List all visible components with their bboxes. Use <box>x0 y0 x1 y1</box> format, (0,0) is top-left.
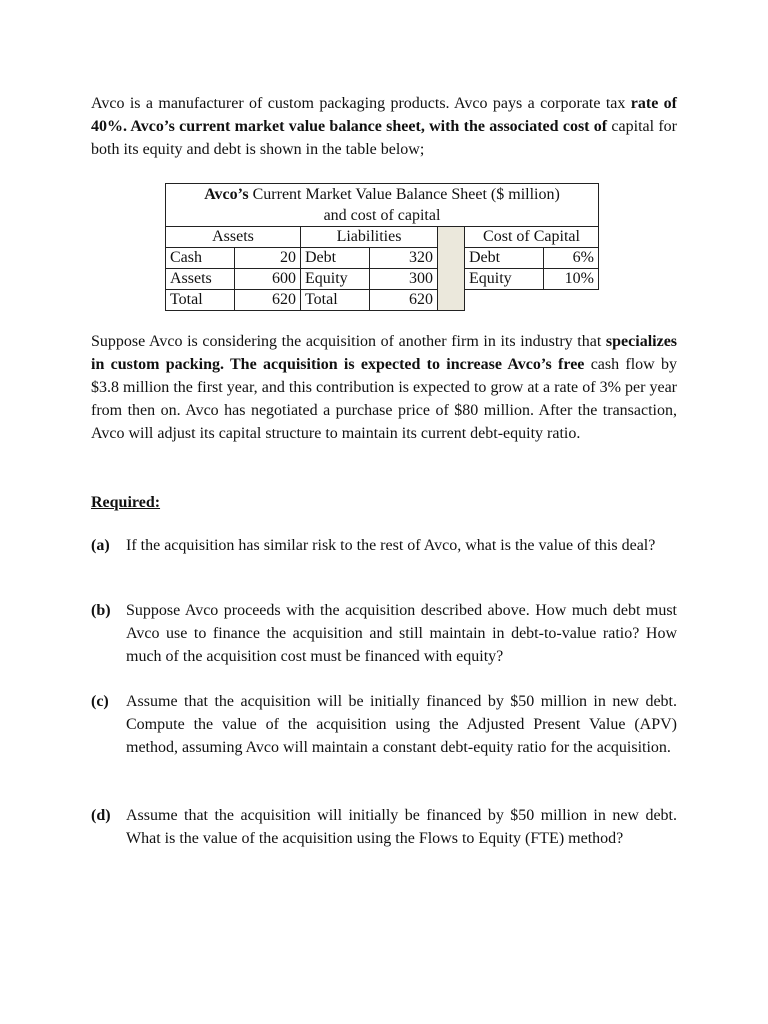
question-text: Assume that the acquisition will be initially financed by $50 million in new debt. Compute the value of the acquisition using the Adjusted Present Value (APV) method, assuming Avco will maintain a constant debt-equity ratio for the acquisition. <box>126 693 677 756</box>
table-row <box>166 290 599 311</box>
scenario-text-1: Suppose Avco is considering the acquisition of another firm in its industry that <box>91 333 602 350</box>
asset-label: Cash <box>166 248 235 269</box>
cost-label: Debt <box>465 248 544 269</box>
asset-value: 20 <box>234 248 300 269</box>
header-liabilities: Liabilities <box>301 227 438 248</box>
question-b <box>91 599 677 668</box>
intro-text-1: Avco is a manufacturer of custom packaging products. Avco pays a corporate tax <box>91 95 626 112</box>
table-title-line1: Current Market Value Balance Sheet ($ million) <box>252 186 560 203</box>
question-c <box>91 690 677 759</box>
cost-label: Equity <box>465 269 544 290</box>
intro-paragraph <box>91 92 677 161</box>
liability-value: 300 <box>369 269 438 290</box>
liability-value: 620 <box>369 290 438 311</box>
liability-label: Debt <box>301 248 370 269</box>
cost-value: 10% <box>544 269 599 290</box>
header-cost-of-capital: Cost of Capital <box>465 227 599 248</box>
question-label: (c) <box>91 693 109 710</box>
question-d <box>91 804 677 850</box>
balance-sheet-table <box>165 183 599 311</box>
intro-text-2: rate of 40%. Avco’s current market value balance sheet, with the associated cost of <box>91 95 677 135</box>
header-assets: Assets <box>166 227 301 248</box>
intro-text-3: capital for both its equity and debt is shown in the table below; <box>91 118 678 158</box>
table-title-line2: and cost of capital <box>323 207 441 224</box>
question-text: If the acquisition has similar risk to the rest of Avco, what is the value of this deal? <box>126 537 656 554</box>
required-heading: Required: <box>91 494 161 511</box>
table-row <box>166 248 599 269</box>
liability-label: Total <box>301 290 370 311</box>
liability-value: 320 <box>369 248 438 269</box>
table-title <box>166 184 599 227</box>
table-title-bold: Avco’s <box>204 186 249 203</box>
table-spacer <box>438 227 465 311</box>
question-label: (d) <box>91 807 111 824</box>
asset-label: Assets <box>166 269 235 290</box>
question-text: Assume that the acquisition will initially be financed by $50 million in new debt. What is the value of the acquisition using the Flows to Equity (FTE) method? <box>126 807 677 847</box>
asset-label: Total <box>166 290 235 311</box>
scenario-text-3: cash flow by $3.8 million the first year, and this contribution is expected to grow at a rate of 3% per year from then on. Avco has negotiated a purchase price of $80 million. After the transaction, Avco will adjust its capital structure to maintain its current debt-equity ratio. <box>91 356 677 442</box>
question-label: (b) <box>91 602 111 619</box>
question-a <box>91 534 677 557</box>
empty-cell <box>465 290 599 311</box>
scenario-paragraph <box>91 330 677 445</box>
asset-value: 600 <box>234 269 300 290</box>
scenario-text-2: specializes in custom packing. The acquisition is expected to increase Avco’s free <box>91 333 678 373</box>
liability-label: Equity <box>301 269 370 290</box>
cost-value: 6% <box>544 248 599 269</box>
question-text: Suppose Avco proceeds with the acquisition described above. How much debt must Avco use to finance the acquisition and still maintain in debt-to-value ratio? How much of the acquisition cost must be financed with equity? <box>126 602 677 665</box>
table-row <box>166 269 599 290</box>
asset-value: 620 <box>234 290 300 311</box>
question-label: (a) <box>91 537 110 554</box>
